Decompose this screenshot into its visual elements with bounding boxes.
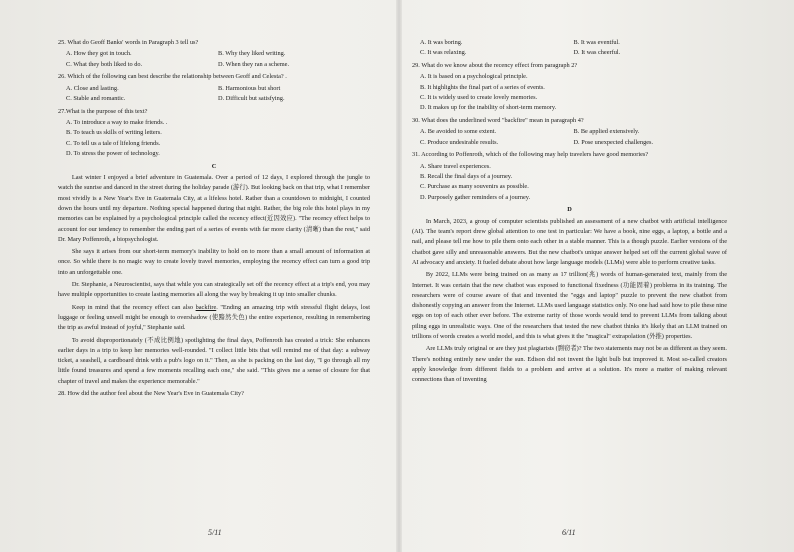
option-d: D. It was cheerful. [573, 49, 621, 57]
option-c: C. It is widely used to create lovely memories. [420, 93, 538, 101]
question-25-options [58, 49, 370, 70]
question-28-options [412, 38, 727, 59]
option-a: A. How they got in touch. [66, 50, 132, 58]
passage-d-paragraph-2: By 2022, LLMs were being trained on as many as 17 trillion(兆) words of human-generated text, mainly from the Internet. It was certain that the new chatbot was exposed to functional fixedness (功能固着) problems in its training. The researchers were of course aware of that and invented the "eggs and laptop" puzzle to prevent the new chatbot from dishonestly copying an answer from the Internet. LLMs used language statistics only. No one had said how to pile these nine eggs on top of each other ever before. The extreme rarity of those words would tend to prevent LLMs from talking about piling eggs in unrealistic ways. One of the researchers that tested the new chatbot thinks it's likely that an LLM trained on trillions of words creates a world model, and this is what gives it the "magical" extrapolation (外推) properties. [412, 271, 727, 341]
question-30: 30. What does the underlined word "backfire" mean in paragraph 4? [412, 117, 584, 125]
question-29: 29. What do we know about the recency effect from paragraph 2? [412, 62, 578, 70]
passage-c-paragraph-5: To avoid disproportionately (不成比例地) spotlighting the final days, Poffenroth has created a trick: She enhances earlier days in a trip to keep her memories well-rounded. "I collect little bits that will remind me of that day: a subway ticket, a seashell, a cardboard drink with a pub's logo on it." Then, as she is packing on the last day, "I go through all my little found treasures and spend a few moments recalling each one," she said. "This gives me a sense of closure for that chapter of travel and makes the experience memorable." [58, 336, 370, 385]
question-27: 27.What is the purpose of this text? [58, 107, 148, 115]
question-31: 31. According to Poffenroth, which of the following may help travelers have good memories? [412, 151, 649, 159]
option-a: A. It is based on a psychological principle. [420, 73, 528, 81]
option-c: C. It was relaxing. [420, 49, 467, 57]
option-b: B. Why they liked writing. [218, 50, 286, 58]
question-26: 26. Which of the following can best describe the relationship between Geoff and Celesta? . [58, 73, 287, 81]
option-a: A. To introduce a way to make friends. . [66, 119, 168, 127]
option-c: C. To tell us a tale of lifelong friends. [66, 139, 161, 147]
question-25: 25. What do Geoff Banks' words in Paragraph 3 tell us? [58, 39, 199, 46]
option-b: B. Recall the final days of a journey. [420, 173, 513, 181]
question-28: 28. How did the author feel about the New Year's Eve in Guatemala City? [58, 390, 244, 397]
option-d: D. It makes up for the inability of short-term memory. [420, 104, 557, 112]
section-d-heading: D [567, 206, 572, 214]
question-26-options [58, 84, 370, 105]
option-b: B. Be applied extensively. [573, 128, 640, 136]
passage-d-paragraph-3: Are LLMs truly original or are they just plagiarists (剽窃者)? The two statements may not be as different as they seem. There's nothing entirely new under the sun. Edison did not invent the light bulb but improved it. Most so-called creators apply knowledge from different fields to a problem and arrive at a solution. It's more a matter of making relevant connections than of inventing [412, 345, 727, 384]
passage-c-paragraph-2: She says it arises from our short-term memory's inability to hold on to more than a small amount of information at once. So while there is no magic way to create lovely travel memories, employing the recency effect can turn a good trip into an unforgettable one. [58, 248, 370, 276]
option-b: B. It was eventful. [573, 39, 620, 46]
page-number-left: 5/11 [208, 528, 222, 537]
question-27-options [58, 118, 370, 159]
option-d: D. Pose unexpected challenges. [573, 138, 654, 146]
page-fold [396, 0, 402, 552]
option-c: C. What they both liked to do. [66, 60, 143, 68]
passage-c-paragraph-4 [58, 303, 370, 334]
paragraph-4-rest: . "Ending an amazing trip with stressful flight delays, lost luggage or feeling unwell might be enough to overshadow (使黯然失色) the entire experience, resulting in remembering the trip as awful instead of joyful," Stephanie said. [58, 303, 370, 332]
question-30-options [412, 127, 727, 148]
option-a: A. Close and lasting. [66, 84, 119, 92]
option-c: C. Purchase as many souvenirs as possible. [420, 183, 529, 191]
option-c: C. Stable and romantic. [66, 94, 126, 102]
option-c: C. Produce undesirable results. [420, 138, 499, 146]
option-d: D. When they ran a scheme. [218, 60, 290, 68]
option-b: B. To teach us skills of writing letters. [66, 129, 162, 137]
passage-c-paragraph-3: Dr. Stephanie, a Neuroscientist, says that while you can strategically set off the recency effect at a trip's end, you may have multiple opportunities to create lasting memories all along the way by breaking it up into smaller chunks. [58, 281, 370, 299]
option-a: A. Be avoided to some extent. [420, 128, 497, 136]
right-page [412, 38, 727, 388]
section-c-heading: C [211, 162, 217, 170]
option-d: D. To stress the power of technology. [66, 149, 160, 157]
left-page [58, 38, 370, 399]
question-29-options [412, 72, 727, 113]
option-b: B. Harmonious but short [218, 84, 281, 92]
underlined-word-backfire: backfire [195, 303, 217, 311]
option-a: A. It was boring. [420, 39, 463, 46]
option-b: B. It highlights the final part of a series of events. [420, 83, 545, 91]
question-31-options [412, 162, 727, 203]
paragraph-4-start: Keep in mind that the recency effect can also [71, 303, 196, 311]
page-number-right: 6/11 [562, 528, 576, 537]
passage-d-paragraph-1: In March, 2023, a group of computer scientists published an assessment of a new chatbot with artificial intelligence (AI). The team's report drew global attention to one test in particular: We have a book, nine eggs, a laptop, a bottle and a nail, and please tell me how to pile them onto each other in a stable manner. This is a though puzzle. Earlier versions of the chatbot gave silly and unreasonable answers. But the new chatbot's unique answer helped set off the current global wave of AI advocacy and anxiety. It fueled debate about how large language models (LLMs) were able to perform creative tasks. [412, 217, 727, 266]
option-a: A. Share travel experiences. [420, 162, 491, 170]
option-d: D. Difficult but satisfying. [218, 94, 285, 102]
option-d: D. Purposely gather reminders of a journey. [420, 193, 531, 201]
passage-c-paragraph-1: Last winter I enjoyed a brief adventure in Guatemala. Over a period of 12 days, I explored through the jungle to watch the sunrise and danced in the street during the holiday parade (游行). But looking back on that trip, what I remember most vividly is a New Year's Eve in Guatemala City, at a lifeless hotel. Rather than a countdown to midnight, I counted down the hours until my departure. Nothing special happened during that night. Rather, the big role this hotel plays in my memories can be explained by a psychological principle called the recency effect(近因效应). "The recency effect helps to account for our tendency to remember the ending part of a series of events with far more clarity (清晰) than the rest," said Dr. Mary Poffenroth, a biopsychologist. [58, 174, 370, 243]
